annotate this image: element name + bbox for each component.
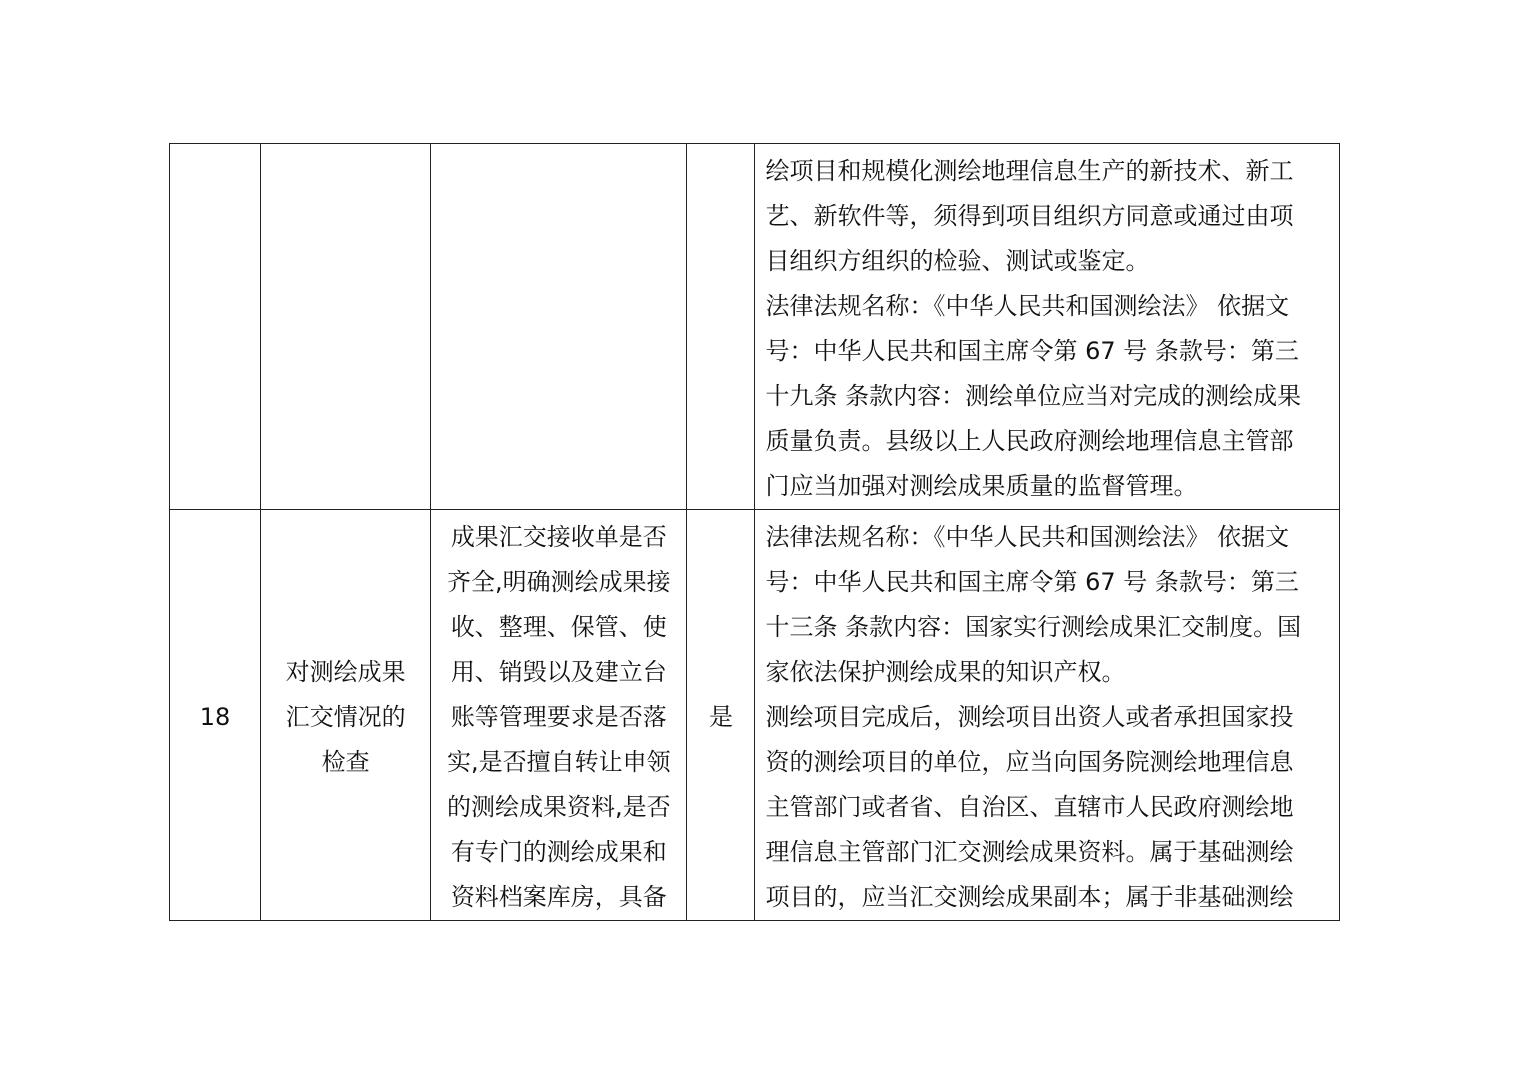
row-number-cell <box>170 510 261 921</box>
row-number: 18 <box>199 703 231 731</box>
legal-basis-cell <box>755 510 1340 921</box>
flag-cell <box>687 510 755 921</box>
inspection-content <box>431 144 686 149</box>
legal-basis-paragraph: 测绘项目完成后，测绘项目出资人或者承担国家投 资的测绘项目的单位，应当向国务院测绘地理信息 主管部门或者省、自治区、直辖市人民政府测绘地 理信息主管部门汇交测绘成果资料。属于基础测绘 项目的，应当汇交测绘成果副本；属于非基础测绘 <box>765 703 1294 911</box>
legal-basis-paragraph: 法律法规名称：《中华人民共和国测绘法》 依据文 号：中华人民共和国主席令第 67 号 条款号：第三 十九条 条款内容：测绘单位应当对完成的测绘成果 质量负责。县级以上人民政府测绘地理信息主管部 门应当加强对测绘成果质量的监督管理。 <box>765 292 1302 500</box>
row-number <box>170 324 260 329</box>
flag-cell <box>687 144 755 510</box>
inspection-item <box>261 324 430 329</box>
row-number-cell <box>170 144 261 510</box>
inspection-item: 对测绘成果 汇交情况的 检查 <box>285 658 406 776</box>
legal-basis-text <box>755 144 1339 509</box>
inspection-content-cell <box>431 510 687 921</box>
legal-basis-paragraph: 绘项目和规模化测绘地理信息生产的新技术、新工 艺、新软件等，须得到项目组织方同意或通过由项 目组织方组织的检验、测试或鉴定。 <box>765 157 1294 275</box>
legal-basis-paragraph: 法律法规名称：《中华人民共和国测绘法》 依据文 号：中华人民共和国主席令第 67 号 条款号：第三 十三条 条款内容：国家实行测绘成果汇交制度。国 家依法保护测绘成果的知识产权。 <box>765 523 1302 686</box>
inspection-item-cell <box>261 144 431 510</box>
table-row <box>170 510 1340 921</box>
legal-basis-text <box>755 510 1339 920</box>
flag-value: 是 <box>708 703 733 731</box>
inspection-content: 成果汇交接收单是否 齐全,明确测绘成果接 收、整理、保管、使 用、销毁以及建立台 账等管理要求是否落 实,是否擅自转让申领 的测绘成果资料,是否 有专门的测绘成果和 资料档案库房，具备 <box>446 523 671 911</box>
legal-basis-cell <box>755 144 1340 510</box>
inspection-content-cell <box>431 144 687 510</box>
inspection-table <box>169 143 1340 921</box>
flag-value <box>687 324 754 329</box>
inspection-item-cell <box>261 510 431 921</box>
table-row <box>170 144 1340 510</box>
